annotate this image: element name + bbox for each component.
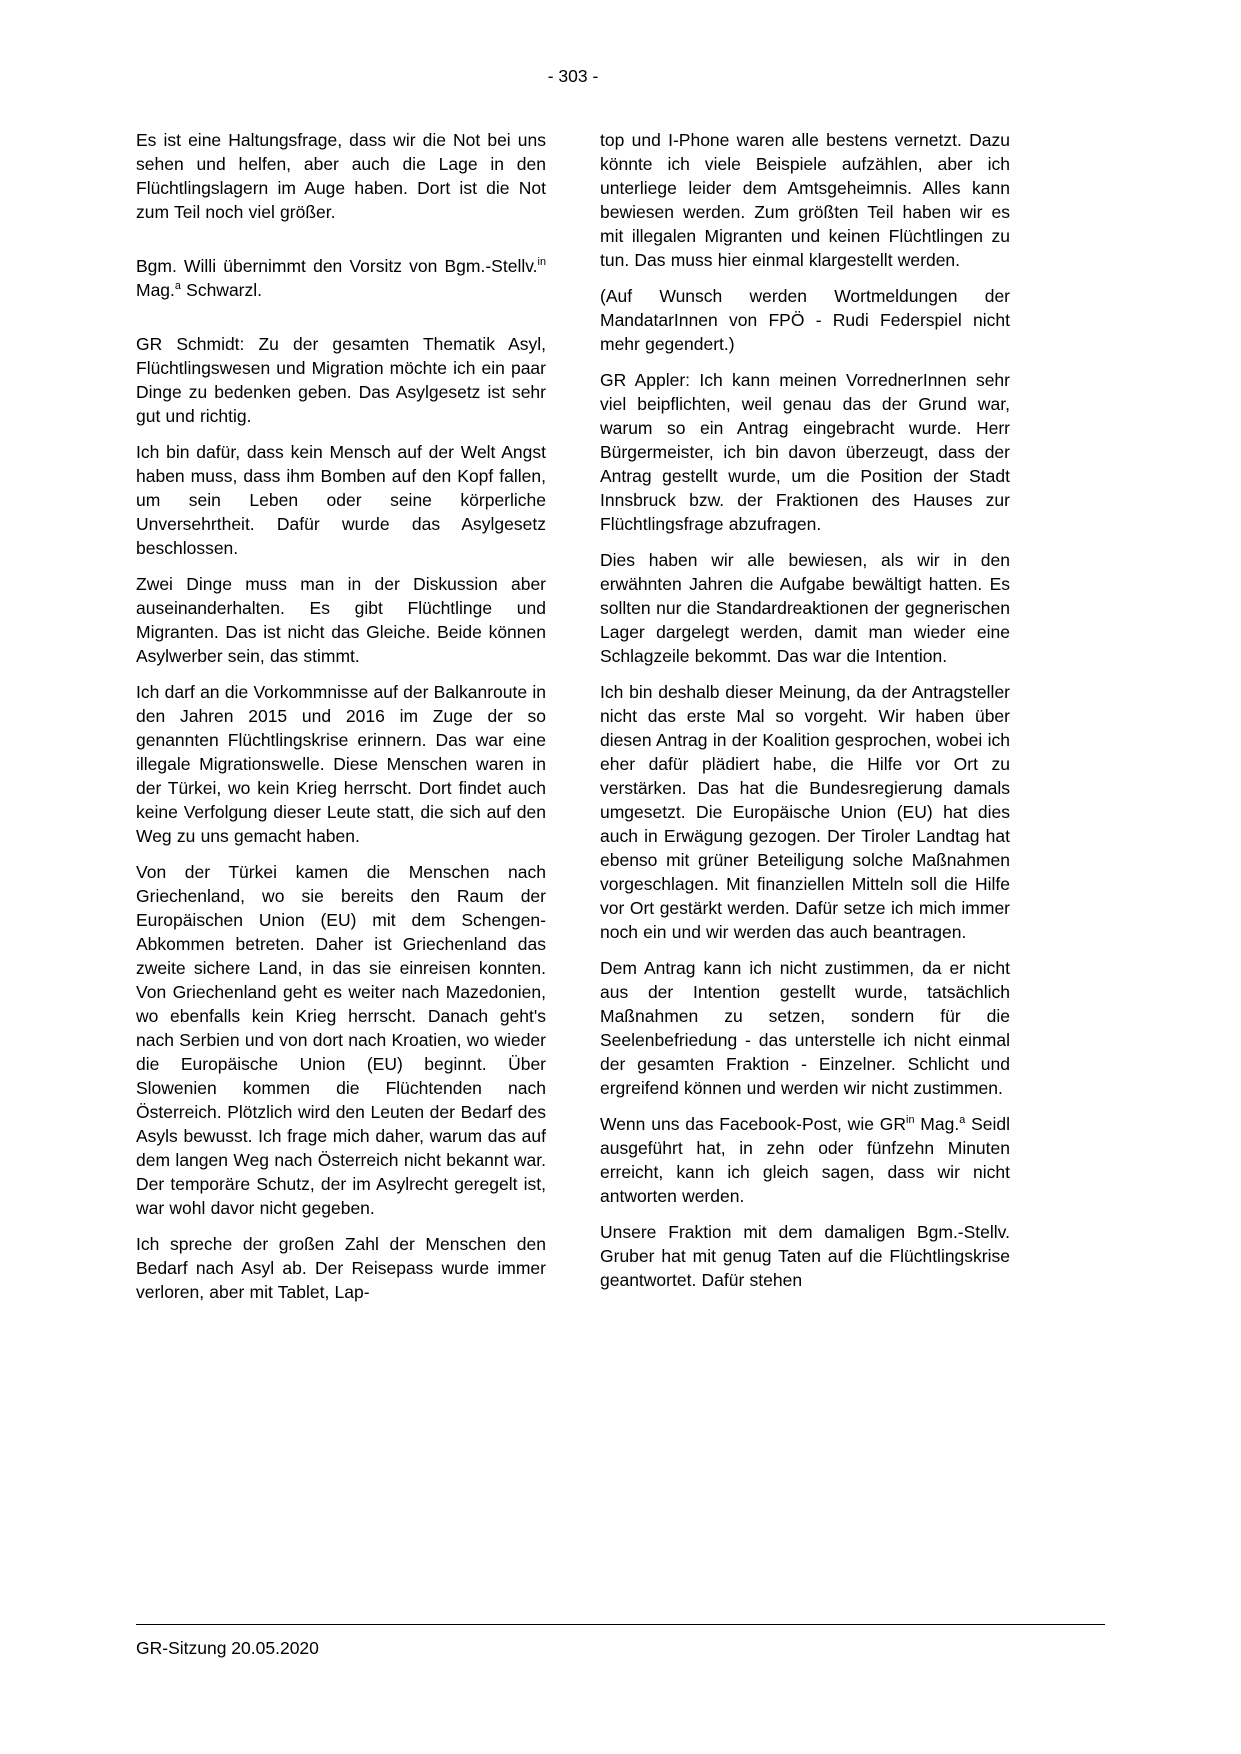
superscript: in (906, 1114, 915, 1127)
paragraph: Dies haben wir alle bewiesen, als wir in den erwähnten Jahren die Aufgabe bewältigt hatten. Es sollten nur die Standardreaktionen der gegnerischen Lager dargelegt werden, damit man wieder eine Schlagzeile bekommt. Das war die Intention. (600, 550, 1010, 666)
superscript: a (174, 280, 181, 293)
column-right (600, 128, 1010, 1316)
paragraph: Ich darf an die Vorkommnisse auf der Balkanroute in den Jahren 2015 und 2016 im Zuge der so genannten Flüchtlingskrise erinnern. Das war eine illegale Migrationswelle. Diese Menschen waren in der Türkei, wo kein Krieg herrscht. Dort findet auch keine Verfolgung dieser Leute statt, die sich auf den Weg zu uns gemacht haben. (136, 682, 546, 846)
superscript: in (537, 256, 546, 269)
speech-gr-schmidt: GR Schmidt: Zu der gesamten Thematik Asyl, Flüchtlingswesen und Migration möchte ich ein paar Dinge zu bedenken geben. Das Asylgesetz ist sehr gut und richtig. (136, 334, 546, 426)
superscript: a (959, 1114, 966, 1127)
text-segment: Schwarzl. (180, 280, 263, 300)
procedural-note: (Auf Wunsch werden Wortmeldungen der MandatarInnen von FPÖ - Rudi Federspiel nicht mehr gegendert.) (600, 286, 1010, 354)
speech-gr-appler: GR Appler: Ich kann meinen VorrednerInnen sehr viel beipflichten, weil genau das der Grund war, warum so ein Antrag eingebracht wurde. Herr Bürgermeister, ich bin davon überzeugt, dass der Antrag gestellt wurde, um die Position der Stadt Innsbruck bzw. der Fraktionen des Hauses zur Flüchtlingsfrage abzufragen. (600, 370, 1010, 534)
paragraph: Von der Türkei kamen die Menschen nach Griechenland, wo sie bereits den Raum der Europäischen Union (EU) mit dem Schengen-Abkommen betreten. Daher ist Griechenland das zweite sichere Land, in das sie einreisen konnten. Von Griechenland geht es weiter nach Mazedonien, wo ebenfalls kein Krieg herrscht. Danach geht's nach Serbien und von dort nach Kroatien, wo wieder die Europäische Union (EU) beginnt. Über Slowenien kommen die Flüchtenden nach Österreich. Plötzlich wird den Leuten der Bedarf des Asyls bewusst. Ich frage mich daher, warum das auf dem langen Weg nach Österreich nicht bekannt war. Der temporäre Schutz, der im Asylrecht geregelt ist, war wohl davor nicht gegeben. (136, 862, 546, 1218)
paragraph: top und I-Phone waren alle bestens vernetzt. Dazu könnte ich viele Beispiele aufzählen, aber ich unterliege leider dem Amtsgeheimnis. Alles kann bewiesen werden. Zum größten Teil haben wir es mit illegalen Migranten und keinen Flüchtlingen zu tun. Das muss hier einmal klargestellt werden. (600, 130, 1010, 270)
text-segment: Seidl ausgeführt hat, in zehn oder fünfzehn Minuten erreicht, kann ich gleich sagen, dass wir nicht antworten werden. (600, 1114, 1010, 1206)
footer-divider (136, 1624, 1105, 1625)
paragraph: Es ist eine Haltungsfrage, dass wir die Not bei uns sehen und helfen, aber auch die Lage in den Flüchtlingslagern im Auge haben. Dort ist die Not zum Teil noch viel größer. (136, 130, 546, 222)
paragraph: Dem Antrag kann ich nicht zustimmen, da er nicht aus der Intention gestellt wurde, tatsächlich Maßnahmen zu setzen, sondern für die Seelenbefriedung - das unterstelle ich nicht einmal der gesamten Fraktion - Einzelner. Schlicht und ergreifend können und werden wir nicht zustimmen. (600, 958, 1010, 1098)
text-segment: Mag. (136, 280, 175, 300)
text-segment: Bgm. Willi übernimmt den Vorsitz von Bgm.-Stellv. (136, 256, 538, 276)
paragraph: Unsere Fraktion mit dem damaligen Bgm.-Stellv. Gruber hat mit genug Taten auf die Flüchtlingskrise geantwortet. Dafür stehen (600, 1222, 1010, 1290)
paragraph: Zwei Dinge muss man in der Diskussion aber auseinanderhalten. Es gibt Flüchtlinge und Migranten. Das ist nicht das Gleiche. Beide können Asylwerber sein, das stimmt. (136, 574, 546, 666)
page-number: - 303 - (547, 66, 599, 86)
text-columns (136, 128, 1010, 1316)
paragraph (600, 1112, 1010, 1208)
chair-change-note (136, 254, 546, 302)
text-segment: Mag. (914, 1114, 960, 1134)
paragraph: Ich bin deshalb dieser Meinung, da der Antragsteller nicht das erste Mal so vorgeht. Wir haben über diesen Antrag in der Koalition gesprochen, wobei ich eher dafür plädiert habe, die Hilfe vor Ort zu verstärken. Das hat die Bundesregierung damals umgesetzt. Die Europäische Union (EU) hat dies auch in Erwägung gezogen. Der Tiroler Landtag hat ebenso mit grüner Beteiligung solche Maßnahmen vorgeschlagen. Mit finanziellen Mitteln soll die Hilfe vor Ort gestärkt werden. Dafür setze ich mich immer noch ein und wir werden das auch beantragen. (600, 682, 1010, 942)
footer-session-label: GR-Sitzung 20.05.2020 (136, 1638, 319, 1658)
text-segment: Wenn uns das Facebook-Post, wie GR (600, 1114, 907, 1134)
column-left (136, 128, 546, 1316)
paragraph: Ich spreche der großen Zahl der Menschen den Bedarf nach Asyl ab. Der Reisepass wurde immer verloren, aber mit Tablet, Lap- (136, 1234, 546, 1302)
paragraph: Ich bin dafür, dass kein Mensch auf der Welt Angst haben muss, dass ihm Bomben auf den Kopf fallen, um sein Leben oder seine körperliche Unversehrtheit. Dafür wurde das Asylgesetz beschlossen. (136, 442, 546, 558)
